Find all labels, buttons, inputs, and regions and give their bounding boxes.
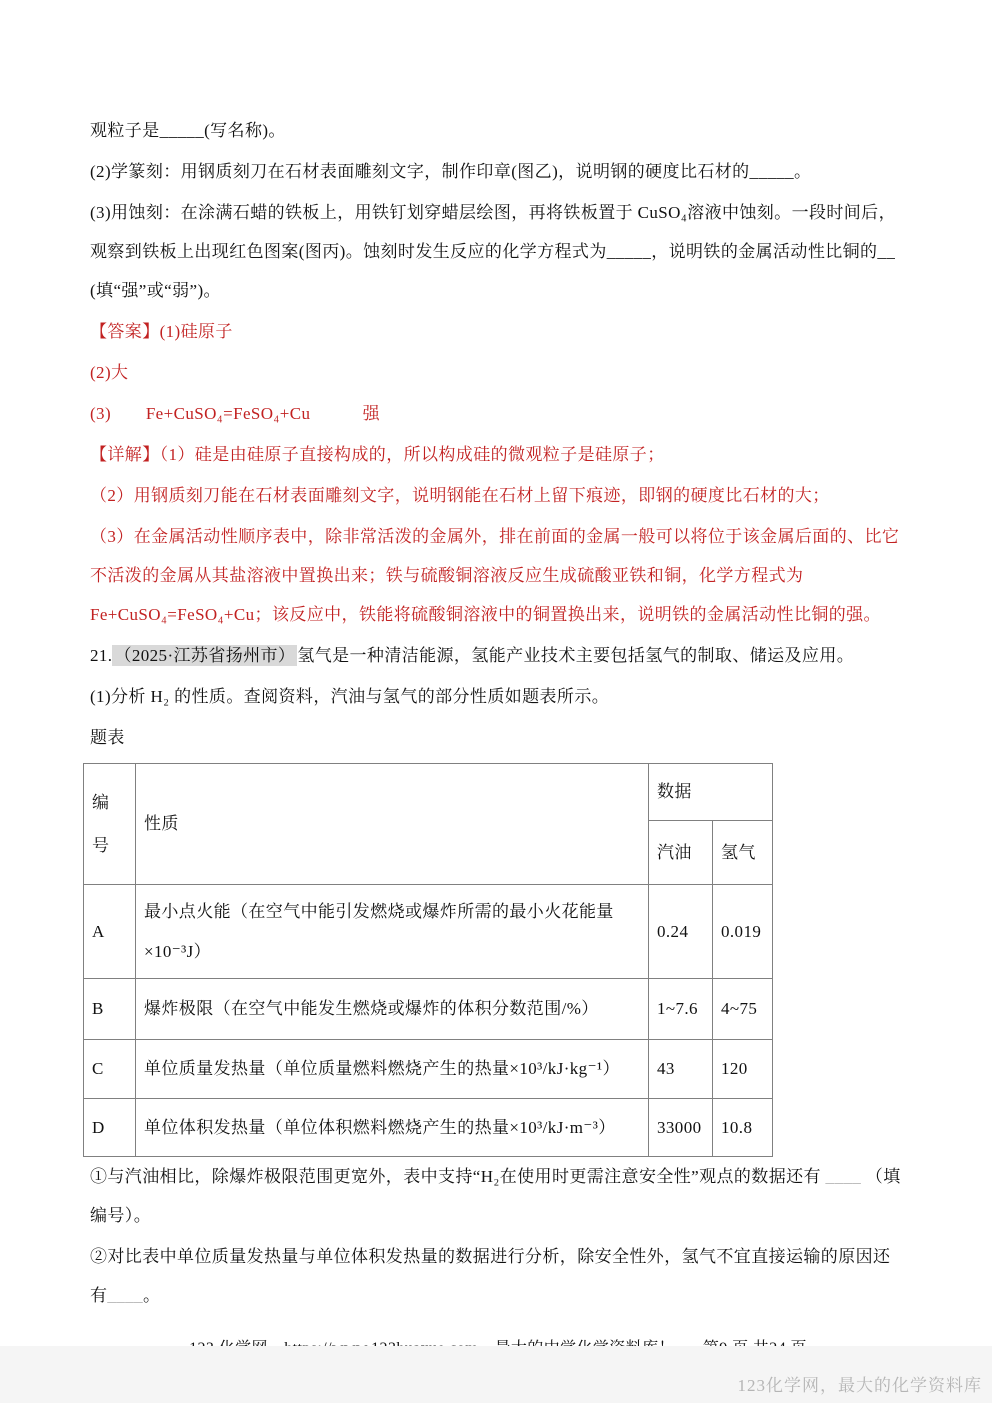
fill2-suffix: 。 — [143, 1286, 161, 1305]
question21-sub1: (1)分析 H₂ 的性质。查阅资料，汽油与氢气的部分性质如题表所示。 — [90, 687, 610, 706]
question21-intro-text: 氢气是一种清洁能源，氢能产业技术主要包括氢气的制取、储运及应用。 — [297, 646, 855, 665]
question-part2: (2)学篆刻：用钢质刻刀在石材表面雕刻文字，制作印章(图乙)，说明钢的硬度比石材的_____。 — [90, 162, 812, 181]
row-id: D — [84, 1099, 136, 1157]
row-gasoline-value: 43 — [649, 1040, 713, 1099]
table-row-B — [84, 979, 773, 1040]
row-property: 爆炸极限（在空气中能发生燃烧或爆炸的体积分数范围/%） — [136, 979, 649, 1040]
question21-source-tag: （2025·江苏省扬州市） — [114, 646, 296, 665]
row-gasoline-value: 1~7.6 — [649, 979, 713, 1040]
row-gasoline-value: 33000 — [649, 1099, 713, 1157]
detail-line-3: （3）在金属活动性顺序表中，除非常活泼的金属外，排在前面的金属一般可以将位于该金属后面的、比它不活泼的金属从其盐溶液中置换出来；铁与硫酸铜溶液反应生成硫酸亚铁和铜，化学方程式为Fe+CuSO₄=FeSO₄+Cu；该反应中，铁能将硫酸铜溶液中的铜置换出来，说明铁的金属活动性比铜的强。 — [90, 527, 900, 624]
row-gasoline-value: 0.24 — [649, 885, 713, 979]
watermark-text: 123化学网，最大的化学资料库 — [737, 1376, 982, 1395]
table-row-A — [84, 885, 773, 979]
row-hydrogen-value: 0.019 — [713, 885, 773, 979]
fill2-text: ②对比表中单位质量发热量与单位体积发热量的数据进行分析，除安全性外，氢气不宜直接运输的原因还有 — [90, 1247, 891, 1305]
row-id: A — [84, 885, 136, 979]
detail-line-2: （2）用钢质刻刀能在石材表面雕刻文字，说明钢能在石材上留下痕迹，即钢的硬度比石材的大； — [90, 486, 830, 505]
page-content — [90, 111, 906, 1361]
fill1-blank: ____ — [825, 1167, 862, 1186]
question-part3: (3)用蚀刻：在涂满石蜡的铁板上，用铁钉划穿蜡层绘图，再将铁板置于 CuSO₄溶液中蚀刻。一段时间后，观察到铁板上出现红色图案(图丙)。蚀刻时发生反应的化学方程式为_____，说明铁的金属活动性比铜的__ (填“强”或“弱”)。 — [90, 203, 896, 300]
row-property: 单位体积发热量（单位体积燃料燃烧产生的热量×10³/kJ·m⁻³） — [136, 1099, 649, 1157]
table-header-row-1 — [84, 764, 773, 821]
question21-number: 21. — [90, 646, 113, 665]
detail-line-1: 【详解】（1）硅是由硅原子直接构成的，所以构成硅的微观粒子是硅原子； — [90, 445, 665, 464]
question21-intro — [90, 636, 906, 675]
answer-line-1: 【答案】(1)硅原子 — [90, 322, 233, 341]
header-hydrogen: 氢气 — [713, 821, 773, 885]
row-property: 最小点火能（在空气中能引发燃烧或爆炸所需的最小火花能量 ×10⁻³J） — [136, 885, 649, 979]
header-data: 数据 — [649, 764, 773, 821]
row-id: C — [84, 1040, 136, 1099]
table-caption: 题表 — [90, 728, 125, 747]
answer-line-3: (3) Fe+CuSO₄=FeSO₄+Cu 强 — [90, 404, 380, 423]
header-gasoline: 汽油 — [649, 821, 713, 885]
properties-table — [83, 763, 773, 1157]
row-hydrogen-value: 120 — [713, 1040, 773, 1099]
header-property: 性质 — [136, 764, 649, 885]
row-hydrogen-value: 4~75 — [713, 979, 773, 1040]
fill2-blank: ____ — [107, 1286, 144, 1305]
question-text-continued: 观粒子是_____(写名称)。 — [90, 121, 286, 140]
row-property: 单位质量发热量（单位质量燃料燃烧产生的热量×10³/kJ·kg⁻¹） — [136, 1040, 649, 1099]
row-id: B — [84, 979, 136, 1040]
fill-question-1 — [90, 1157, 906, 1235]
fill-question-2 — [90, 1237, 906, 1315]
table-row-C — [84, 1040, 773, 1099]
table-row-D — [84, 1099, 773, 1157]
header-id: 编号 — [84, 764, 136, 885]
answer-line-2: (2)大 — [90, 363, 129, 382]
fill1-text: ①与汽油相比，除爆炸极限范围更宽外，表中支持“H₂在使用时更需注意安全性”观点的数据还有 — [90, 1167, 826, 1186]
row-hydrogen-value: 10.8 — [713, 1099, 773, 1157]
fill1-suffix: （填编号）。 — [90, 1167, 901, 1225]
